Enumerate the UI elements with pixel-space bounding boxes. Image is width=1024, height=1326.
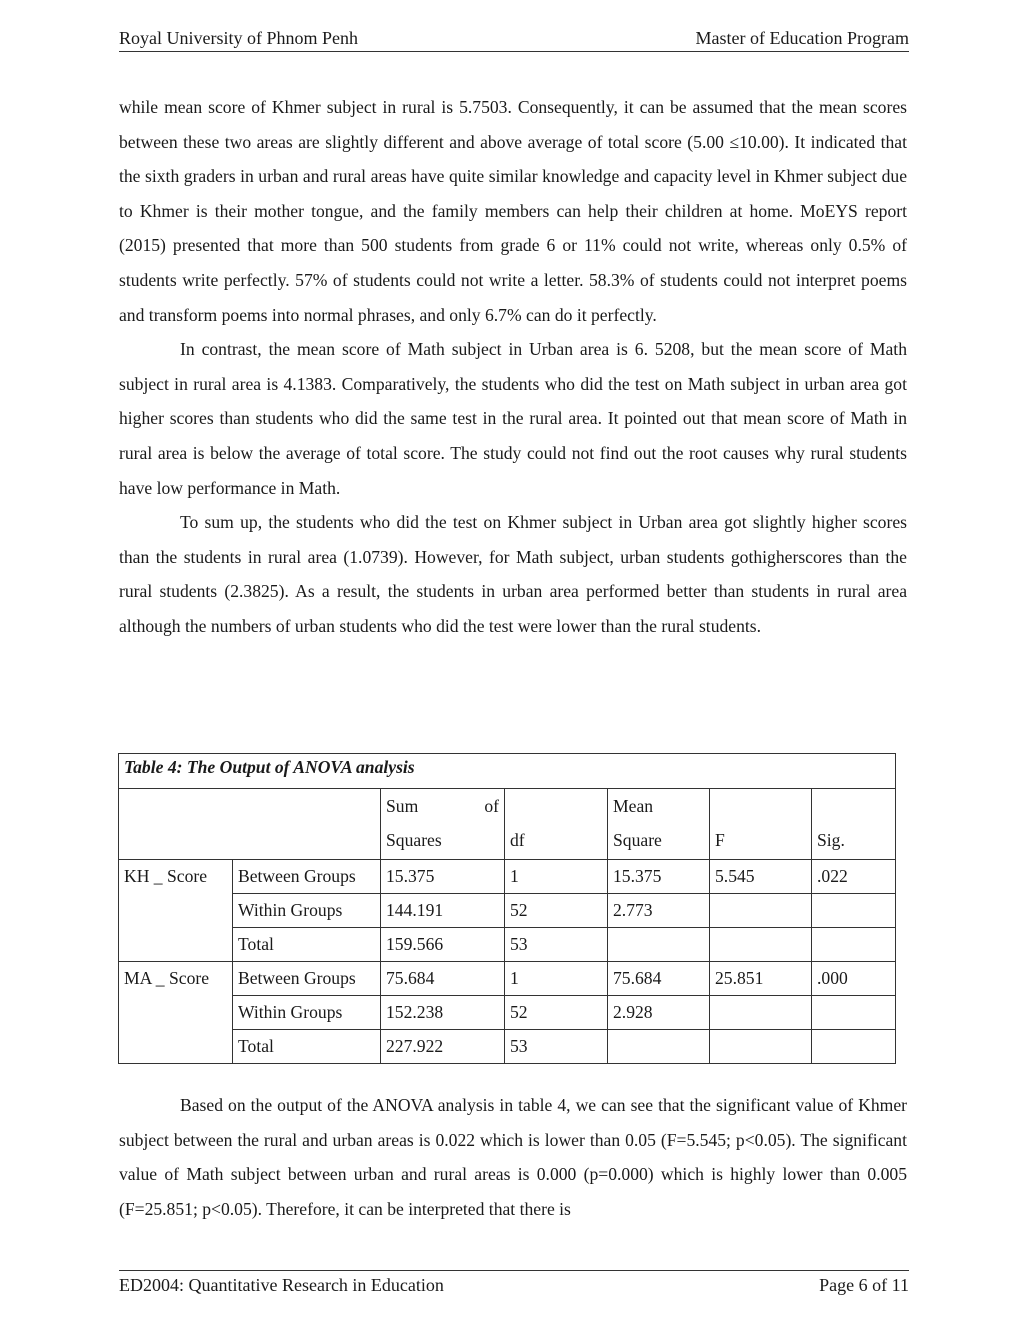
cell-f: 5.545 <box>710 860 812 894</box>
cell-f <box>710 996 812 1030</box>
paragraph-3: To sum up, the students who did the test on Khmer subject in Urban area got slightly higher scores than the students in rural area (1.0739). However, for Math subject, urban students gothigherscores than the rural students (2.3825). As a result, the students in urban area performed better than students in rural area although the numbers of urban students who did the test were lower than the rural students. <box>119 512 907 636</box>
anova-table <box>118 753 895 1064</box>
header-f: F <box>710 789 812 860</box>
header-institution: Royal University of Phnom Penh <box>119 28 358 48</box>
row-label: Within Groups <box>233 996 381 1030</box>
cell-f: 25.851 <box>710 962 812 996</box>
cell-df: 53 <box>505 928 608 962</box>
header-sig: Sig. <box>812 789 896 860</box>
cell-f <box>710 894 812 928</box>
footer-course: ED2004: Quantitative Research in Education <box>119 1275 444 1295</box>
group-name: KH _ Score <box>119 860 233 962</box>
cell-f <box>710 1030 812 1064</box>
table-row <box>119 860 896 894</box>
cell-sig: .022 <box>812 860 896 894</box>
cell-df: 1 <box>505 962 608 996</box>
cell-ms <box>608 1030 710 1064</box>
table-row <box>119 928 896 962</box>
cell-df: 52 <box>505 894 608 928</box>
paragraph-4: Based on the output of the ANOVA analysis in table 4, we can see that the significant value of Khmer subject between the rural and urban areas is 0.022 which is lower than 0.05 (F=5.545; p<0.05). The significant value of Math subject between urban and rural areas is 0.000 (p=0.000) which is highly lower than 0.005 (F=25.851; p<0.05). Therefore, it can be interpreted that there is <box>119 1095 907 1219</box>
table-row <box>119 1030 896 1064</box>
row-label: Between Groups <box>233 962 381 996</box>
cell-sig <box>812 894 896 928</box>
cell-df: 1 <box>505 860 608 894</box>
header-blank <box>119 789 381 860</box>
row-label: Total <box>233 1030 381 1064</box>
table-caption: Table 4: The Output of ANOVA analysis <box>119 754 896 789</box>
header-mean-square: Mean Square <box>608 789 710 860</box>
body-text-after-table <box>119 1088 907 1226</box>
header-sum-of-squares: Sum of Squares <box>381 789 505 860</box>
cell-ms: 2.773 <box>608 894 710 928</box>
footer-page-number: Page 6 of 11 <box>819 1275 909 1295</box>
row-label: Between Groups <box>233 860 381 894</box>
cell-sig <box>812 996 896 1030</box>
cell-sig <box>812 928 896 962</box>
table-row <box>119 996 896 1030</box>
paragraph-2: In contrast, the mean score of Math subject in Urban area is 6. 5208, but the mean score of Math subject in rural area is 4.1383. Comparatively, the students who did the test on Math subject in urban area got higher scores than students who did the same test in the rural area. It pointed out that mean score of Math in rural area is below the average of total score. The study could not find out the root causes why rural students have low performance in Math. <box>119 339 907 498</box>
page-footer <box>119 1270 909 1296</box>
cell-sig: .000 <box>812 962 896 996</box>
cell-ms <box>608 928 710 962</box>
cell-df: 52 <box>505 996 608 1030</box>
table-row <box>119 962 896 996</box>
cell-ss: 159.566 <box>381 928 505 962</box>
group-name: MA _ Score <box>119 962 233 1064</box>
table-header-row <box>119 789 896 860</box>
cell-ss: 152.238 <box>381 996 505 1030</box>
table-row <box>119 894 896 928</box>
cell-ss: 75.684 <box>381 962 505 996</box>
header-df: df <box>505 789 608 860</box>
cell-ms: 75.684 <box>608 962 710 996</box>
cell-df: 53 <box>505 1030 608 1064</box>
row-label: Total <box>233 928 381 962</box>
cell-ms: 15.375 <box>608 860 710 894</box>
cell-ss: 144.191 <box>381 894 505 928</box>
paragraph-1: while mean score of Khmer subject in rural is 5.7503. Consequently, it can be assumed that the mean scores between these two areas are slightly different and above average of total score (5.00 ≤10.00). It indicated that the sixth graders in urban and rural areas have quite similar knowledge and capacity level in Khmer subject due to Khmer is their mother tongue, and the family members can help their children at home. MoEYS report (2015) presented that more than 500 students from grade 6 or 11% could not write, whereas only 0.5% of students write perfectly. 57% of students could not write a letter. 58.3% of students could not interpret poems and transform poems into normal phrases, and only 6.7% can do it perfectly. <box>119 97 907 325</box>
cell-sig <box>812 1030 896 1064</box>
cell-ss: 227.922 <box>381 1030 505 1064</box>
page-header <box>119 28 909 52</box>
cell-ss: 15.375 <box>381 860 505 894</box>
body-text <box>119 90 907 644</box>
cell-ms: 2.928 <box>608 996 710 1030</box>
header-program: Master of Education Program <box>695 28 909 48</box>
cell-f <box>710 928 812 962</box>
row-label: Within Groups <box>233 894 381 928</box>
